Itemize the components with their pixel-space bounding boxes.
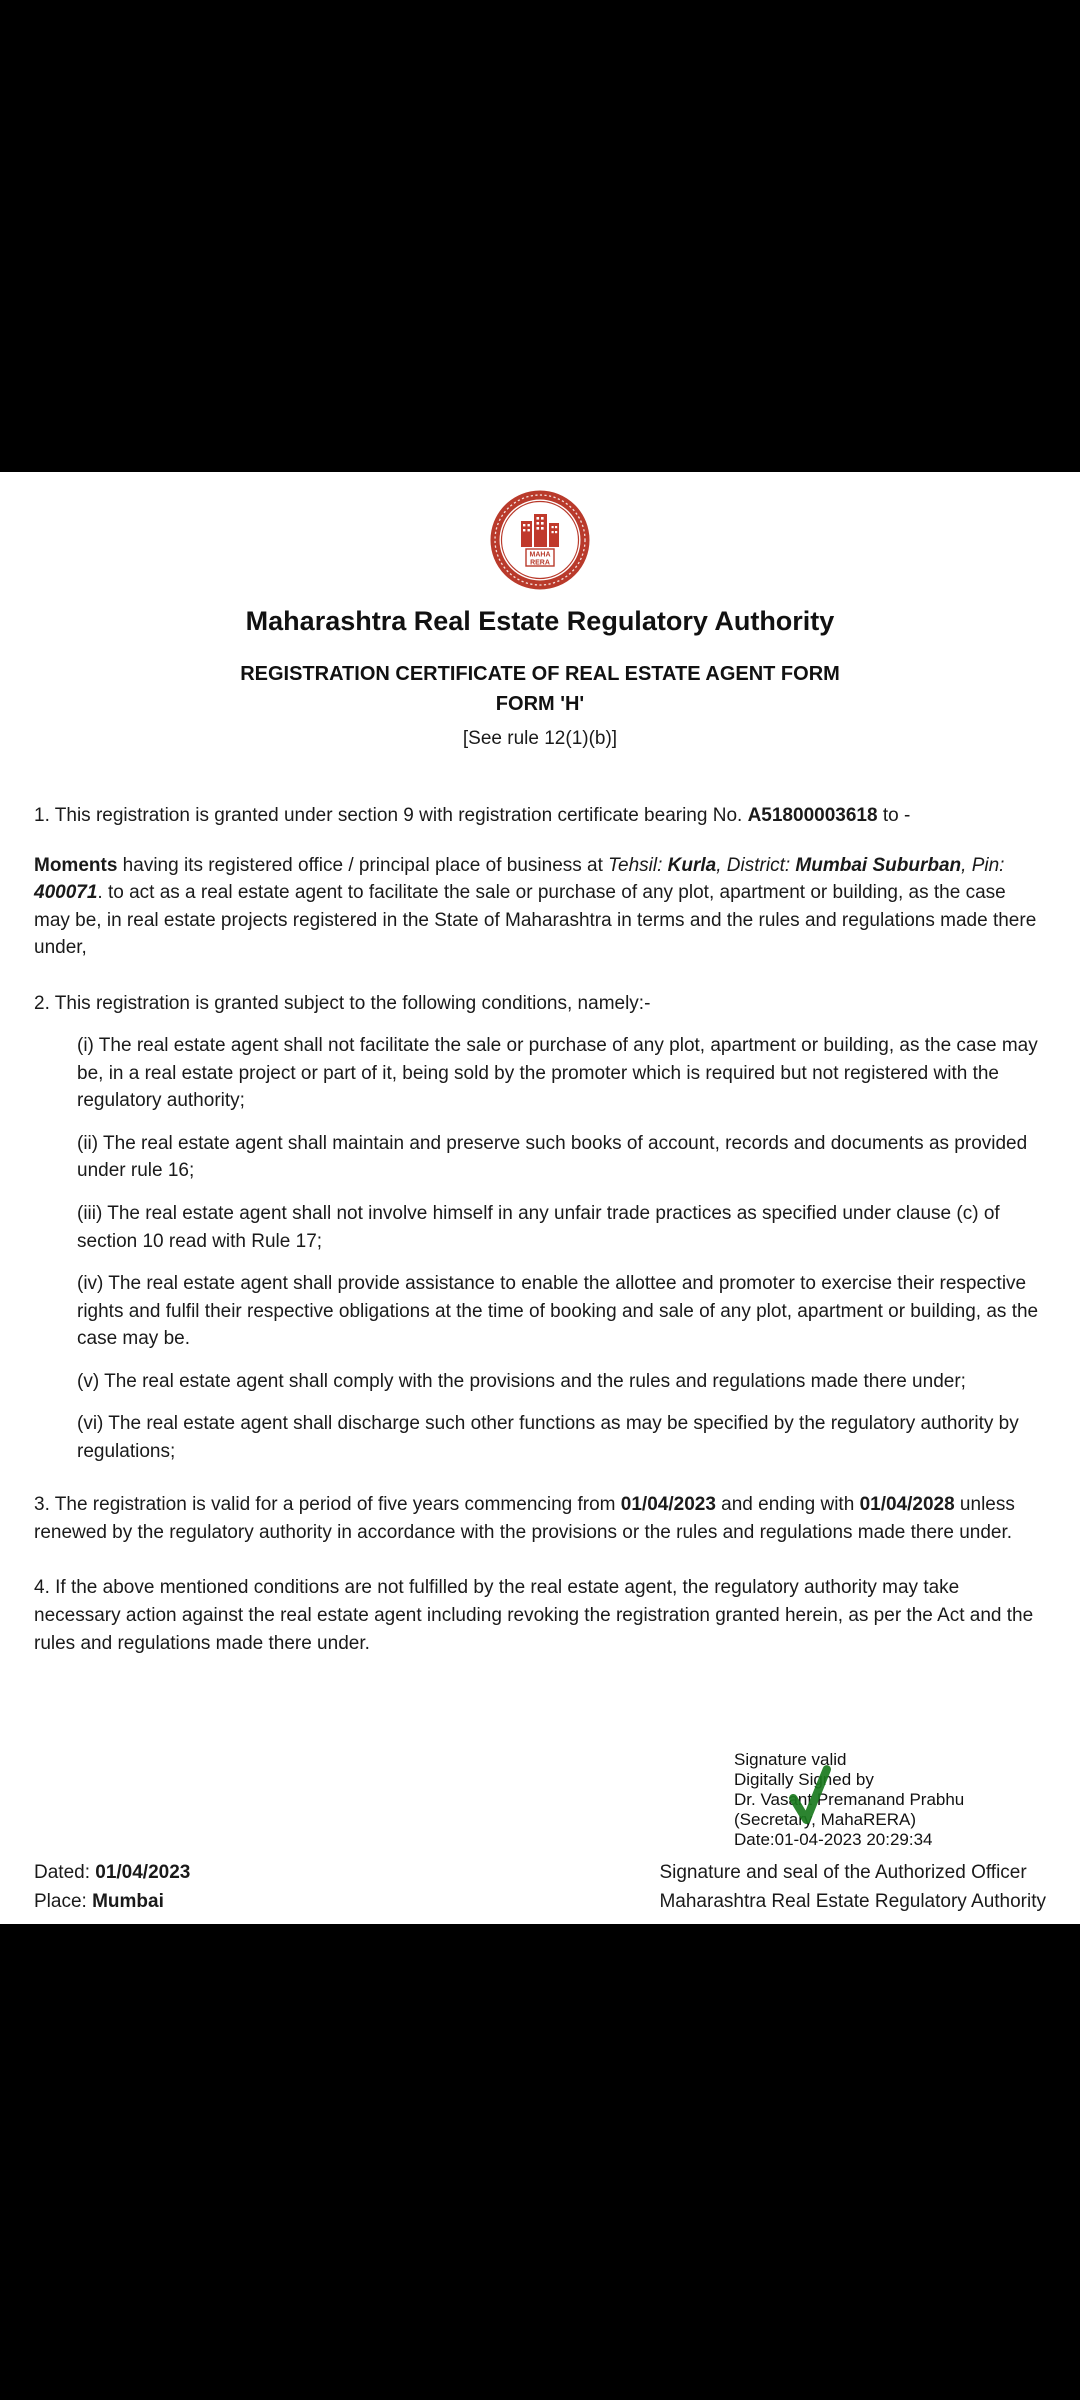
- authorized-officer-caption: [659, 1858, 1046, 1916]
- condition-item-i: (i) The real estate agent shall not facilitate the sale or purchase of any plot, apartment or building, as the case may be, in a real estate project or part of it, being sold by the promoter which is required but not registered with the regulatory authority;: [77, 1035, 1038, 1112]
- authority-caption-line: Maharashtra Real Estate Regulatory Authority: [659, 1891, 1046, 1912]
- certificate-title-line1: REGISTRATION CERTIFICATE OF REAL ESTATE AGENT FORM: [240, 663, 840, 685]
- clause-2-intro-paragraph: 2. This registration is granted subject to the following conditions, namely:-: [34, 992, 651, 1014]
- signature-valid-line: Signature valid: [734, 1750, 847, 1769]
- condition-item-iii: (iii) The real estate agent shall not involve himself in any unfair trade practices as specified under clause (c) of section 10 read with Rule 17;: [77, 1203, 1000, 1252]
- condition-item-v: (v) The real estate agent shall comply with the provisions and the rules and regulations made there under;: [77, 1370, 966, 1392]
- conditions-list: [77, 1032, 1046, 1465]
- clause-4-paragraph: 4. If the above mentioned conditions are not fulfilled by the real estate agent, the regulatory authority may take necessary action against the real estate agent including revoking the registration granted herein, as per the Act and the rules and regulations made there under.: [34, 1577, 1034, 1654]
- rule-reference: [See rule 12(1)(b)]: [462, 728, 618, 749]
- letterbox-bottom: [0, 1924, 1080, 2400]
- authority-name-heading: Maharashtra Real Estate Regulatory Authority: [245, 606, 835, 636]
- digital-signature-block: [734, 1750, 1054, 1850]
- dated-value: 01/04/2023: [95, 1862, 191, 1883]
- date-place-block: [34, 1858, 190, 1916]
- logo-container: [34, 490, 1046, 590]
- signature-seal-caption-line: Signature and seal of the Authorized Officer: [659, 1862, 1027, 1883]
- logo-text-bottom: RERA: [530, 559, 550, 567]
- logo-text-top: MAHA: [529, 551, 551, 559]
- certificate-title-line2: FORM 'H': [495, 693, 585, 715]
- condition-item-iv: (iv) The real estate agent shall provide assistance to enable the allottee and promoter to exercise their respective rights and fulfil their respective obligations at the time of booking and sale of any plot, apartment or building, as the case may be.: [77, 1273, 1039, 1350]
- condition-item-ii: (ii) The real estate agent shall maintain and preserve such books of account, records and documents as provided under rule 16;: [77, 1132, 1028, 1182]
- letterbox-top: [0, 0, 1080, 472]
- certificate-document[interactable]: [0, 472, 1080, 1924]
- signature-valid-check-icon: [786, 1762, 834, 1832]
- dated-line: Dated: 01/04/2023: [34, 1862, 191, 1883]
- place-value: Mumbai: [92, 1891, 164, 1912]
- digitally-signed-by-line: Digitally Signed by: [734, 1770, 874, 1789]
- clause-3-paragraph: 3. The registration is valid for a period of five years commencing from 01/04/2023 and ending with 01/04/2028 unless renewed by the regulatory authority in accordance with the provisions or the rules and regulations made there under.: [34, 1494, 1015, 1543]
- maharera-seal-logo: [490, 490, 590, 590]
- signature-date-line: Date:01-04-2023 20:29:34: [734, 1830, 933, 1849]
- condition-item-vi: (vi) The real estate agent shall discharge such other functions as may be specified by the regulatory authority by regulations;: [77, 1413, 1019, 1462]
- clause-1-paragraph: 1. This registration is granted under section 9 with registration certificate bearing No. A51800003618 to -: [34, 805, 911, 826]
- agent-details-paragraph: Moments having its registered office / principal place of business at Tehsil: Kurla, District: Mumbai Suburban, Pin: 400071. to act as a real estate agent to facilitate the sale or purchase of any plot, apartment or building, as the case may be, in real estate projects registered in the State of Maharashtra in terms and the rules and regulations made there under,: [34, 854, 1037, 959]
- signer-designation-line: (Secretary, MahaRERA): [734, 1810, 917, 1829]
- place-line: Place: Mumbai: [34, 1891, 164, 1912]
- certificate-footer: [34, 1858, 1046, 1916]
- signer-name-line: Dr. Vasant Premanand Prabhu: [734, 1790, 965, 1809]
